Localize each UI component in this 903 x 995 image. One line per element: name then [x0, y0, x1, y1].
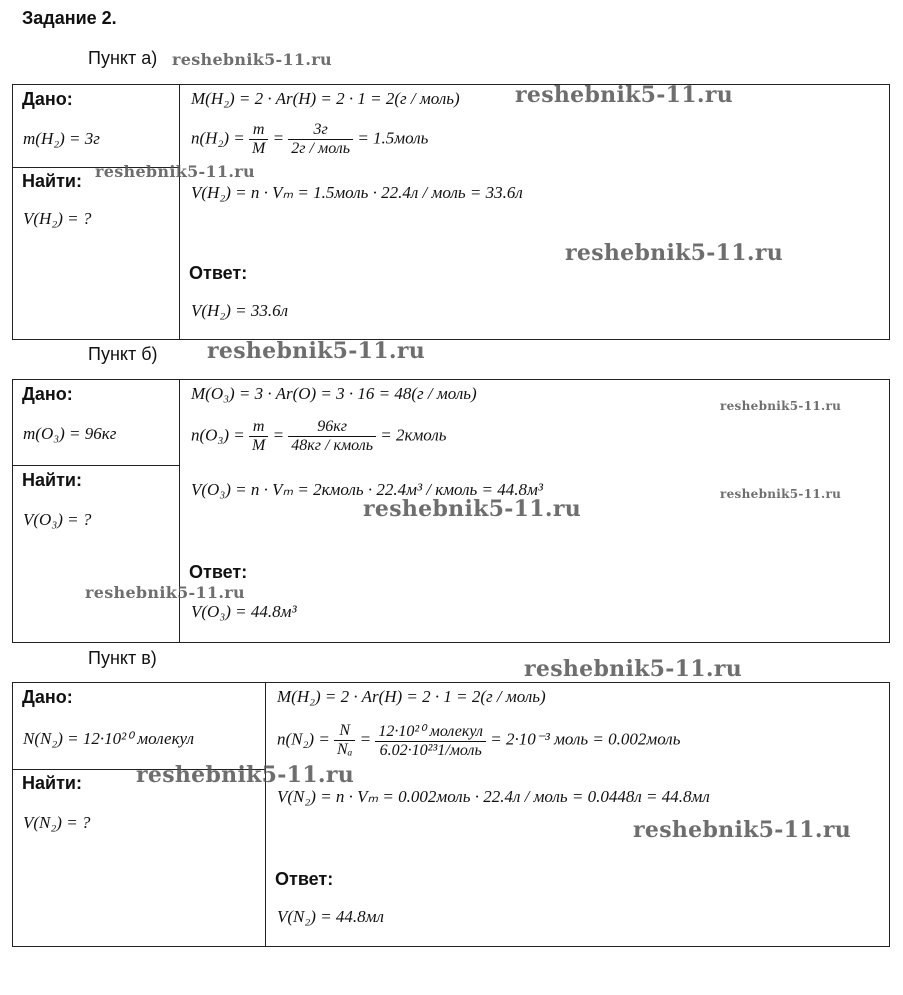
line2-lhs: n(N₂) =: [277, 729, 330, 749]
part-b-left-column: [13, 380, 180, 642]
given-header: Дано:: [22, 384, 73, 404]
fraction: [249, 418, 268, 455]
part-a-line3: V(H₂) = n · Vₘ = 1.5моль · 22.4л / моль = 33.6л: [191, 183, 523, 202]
watermark: reshebnik5-11.ru: [172, 50, 332, 69]
watermark: reshebnik5-11.ru: [515, 82, 734, 108]
fraction: [334, 722, 355, 759]
watermark: reshebnik5-11.ru: [207, 338, 426, 364]
part-c-label: Пункт в): [88, 648, 157, 668]
watermark: reshebnik5-11.ru: [720, 487, 842, 501]
part-b-answer: V(O₃) = 44.8м³: [191, 602, 297, 621]
given-header: Дано:: [22, 687, 73, 707]
fraction: [375, 721, 486, 760]
watermark: reshebnik5-11.ru: [136, 762, 355, 788]
find-header: Найти:: [22, 171, 82, 191]
task-title: Задание 2.: [22, 8, 117, 28]
watermark: reshebnik5-11.ru: [95, 162, 255, 181]
line2-lhs: n(H₂) =: [191, 128, 245, 148]
part-c-line2: n(N₂) = $\frac{N}{\text{Nₐ}}$ = $\frac{\text{12·10²⁰ молекул}}{\text{6.02·10²³1/моль}}$ = 2·10⁻³ моль = 0.002моль: [277, 722, 681, 759]
watermark: reshebnik5-11.ru: [565, 240, 784, 266]
part-a-line2: n(H₂) = $\frac{m}{M}$ = $\frac{3г}{\text{2г / моль}}$ = 1.5моль: [191, 121, 429, 157]
denominator: M: [251, 140, 266, 157]
fraction: [288, 121, 353, 158]
part-c-answer: V(N₂) = 44.8мл: [277, 907, 384, 926]
denominator: 48кг / кмоль: [291, 437, 374, 454]
part-b-given: m(O₃) = 96кг: [23, 424, 117, 443]
find-header: Найти:: [22, 470, 82, 490]
part-c-given: N(N₂) = 12·10²⁰ молекул: [23, 729, 195, 748]
fraction: [249, 121, 268, 158]
part-a-table: [12, 84, 890, 340]
line2-result: = 1.5моль: [357, 128, 429, 148]
watermark: reshebnik5-11.ru: [633, 817, 852, 843]
watermark: reshebnik5-11.ru: [720, 399, 842, 413]
part-c-left-column: [13, 683, 266, 946]
part-b-find: V(O₃) = ?: [23, 510, 92, 529]
numerator: 3г: [288, 121, 353, 140]
part-c-line3: V(N₂) = n · Vₘ = 0.002моль · 22.4л / моль = 0.0448л = 44.8мл: [277, 787, 710, 806]
numerator: 96кг: [288, 418, 376, 437]
fraction: [288, 418, 376, 455]
part-b-line2: n(O₃) = $\frac{m}{M}$ = $\frac{96кг}{\text{48кг / кмоль}}$ = 2кмоль: [191, 418, 447, 454]
numerator: m: [249, 121, 268, 140]
part-b-line1: M(O₃) = 3 · Ar(O) = 3 · 16 = 48(г / моль): [191, 384, 477, 403]
line2-result: = 2·10⁻³ моль = 0.002моль: [490, 729, 681, 749]
numerator: m: [249, 418, 268, 437]
watermark: reshebnik5-11.ru: [363, 496, 582, 522]
answer-header: Ответ:: [189, 263, 248, 283]
part-c-table: [12, 682, 890, 947]
part-b-label: Пункт б): [88, 344, 158, 364]
part-a-label: Пункт а): [88, 48, 158, 68]
part-a-line1: M(H₂) = 2 · Ar(H) = 2 · 1 = 2(г / моль): [191, 89, 460, 108]
part-a-find: V(H₂) = ?: [23, 209, 92, 228]
find-header: Найти:: [22, 773, 82, 793]
watermark: reshebnik5-11.ru: [524, 656, 743, 682]
watermark: reshebnik5-11.ru: [85, 583, 245, 602]
line2-lhs: n(O₃) =: [191, 425, 245, 445]
given-header: Дано:: [22, 89, 73, 109]
numerator: N: [334, 722, 355, 741]
line2-result: = 2кмоль: [380, 425, 447, 445]
part-c-find: V(N₂) = ?: [23, 813, 91, 832]
part-a-answer: V(H₂) = 33.6л: [191, 301, 289, 320]
answer-header: Ответ:: [275, 869, 334, 889]
denominator: Nₐ: [337, 741, 353, 758]
divider: [13, 465, 179, 466]
part-c-line1: M(H₂) = 2 · Ar(H) = 2 · 1 = 2(г / моль): [277, 687, 546, 706]
part-b-line3: V(O₃) = n · Vₘ = 2кмоль · 22.4м³ / кмоль = 44.8м³: [191, 480, 543, 499]
answer-header: Ответ:: [189, 562, 248, 582]
part-a-left-column: [13, 85, 180, 339]
numerator: 12·10²⁰ молекул: [375, 721, 486, 742]
part-a-given: m(H₂) = 3г: [23, 129, 100, 148]
denominator: 2г / моль: [291, 140, 351, 157]
denominator: 6.02·10²³1/моль: [379, 742, 482, 759]
denominator: M: [251, 437, 266, 454]
